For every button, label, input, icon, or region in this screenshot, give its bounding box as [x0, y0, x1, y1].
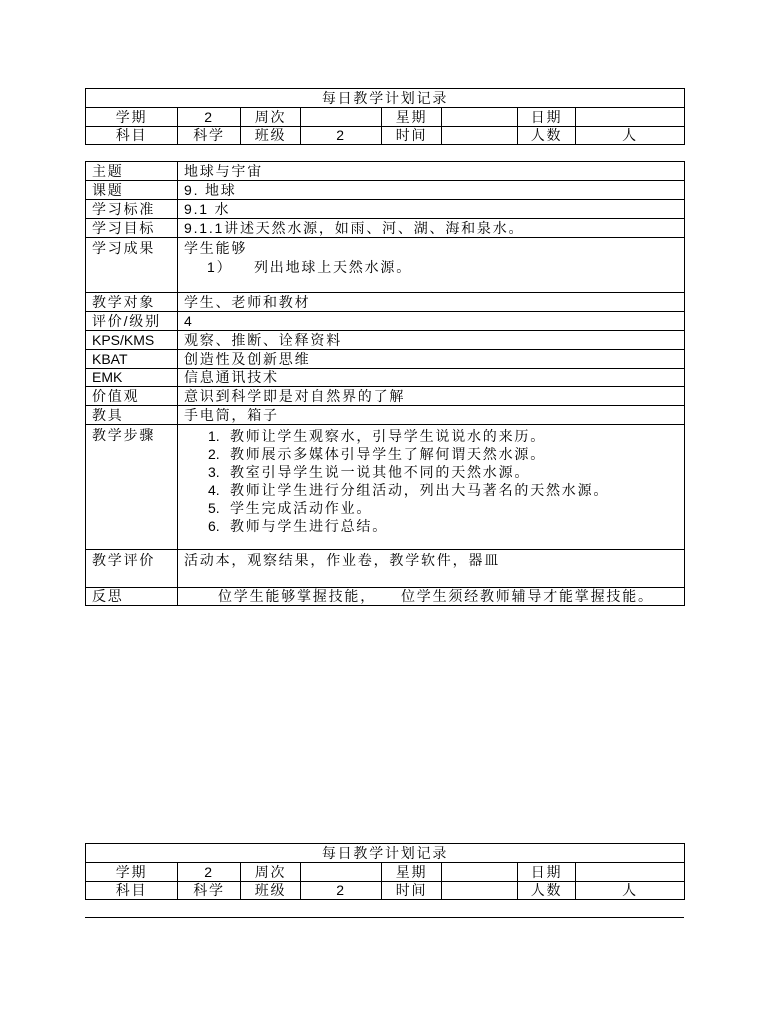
term-label: 学期 [86, 863, 178, 882]
record-title: 每日教学计划记录 [86, 89, 685, 108]
evaluation-row [86, 550, 685, 588]
time-value [442, 127, 518, 145]
step-number: 4. [208, 482, 220, 498]
class-value: 2 [301, 882, 382, 900]
week-value [301, 108, 382, 127]
reflection-needs-guidance-text: 位学生须经教师辅导才能掌握技能。 [401, 588, 654, 604]
emk-row [86, 369, 685, 387]
subject-value: 科学 [178, 882, 241, 900]
class-value: 2 [301, 127, 382, 145]
step-number: 1. [208, 428, 220, 444]
kbat-label: KBAT [86, 350, 178, 369]
step-text: 教师让学生进行分组活动，列出大马著名的天然水源。 [230, 482, 610, 498]
daily-record-header-table [85, 88, 685, 145]
step-number: 6. [208, 518, 220, 534]
teaching-aids-value: 手电筒，箱子 [178, 406, 685, 425]
moral-values-row [86, 387, 685, 406]
term-label: 学期 [86, 108, 178, 127]
step-text: 学生完成活动作业。 [230, 500, 373, 516]
theme-row [86, 162, 685, 181]
kps-kms-value: 观察、推断、诠释资料 [178, 331, 685, 350]
date-label: 日期 [518, 108, 576, 127]
step-text: 教师展示多媒体引导学生了解何谓天然水源。 [230, 446, 546, 462]
class-label: 班级 [241, 127, 301, 145]
kbat-row [86, 350, 685, 369]
date-value [576, 108, 685, 127]
weekday-label: 星期 [382, 863, 442, 882]
emk-label: EMK [86, 369, 178, 387]
step-text: 教室引导学生说一说其他不同的天然水源。 [230, 464, 531, 480]
outcome-row [86, 238, 685, 293]
step-item [184, 481, 684, 499]
week-value [301, 863, 382, 882]
week-label: 周次 [241, 108, 301, 127]
kps-kms-row [86, 331, 685, 350]
weekday-label: 星期 [382, 108, 442, 127]
evaluation-value: 活动本，观察结果，作业卷，教学软件，器皿 [178, 550, 685, 588]
weekday-value [442, 108, 518, 127]
emk-value: 信息通讯技术 [178, 369, 685, 387]
reflection-row [86, 588, 685, 606]
standard-row [86, 200, 685, 219]
step-number: 3. [208, 464, 220, 480]
step-item [184, 463, 684, 481]
time-value [442, 882, 518, 900]
headcount-label: 人数 [518, 882, 576, 900]
assessment-level-label: 评价/级别 [86, 312, 178, 331]
steps-row [86, 425, 685, 550]
theme-label: 主题 [86, 162, 178, 181]
teaching-aids-row [86, 406, 685, 425]
audience-value: 学生、老师和教材 [178, 293, 685, 312]
moral-values-value: 意识到科学即是对自然界的了解 [178, 387, 685, 406]
time-label: 时间 [382, 882, 442, 900]
outcome-intro: 学生能够 [184, 240, 248, 256]
kps-kms-label: KPS/KMS [86, 331, 178, 350]
term-value: 2 [178, 863, 241, 882]
page-divider [85, 917, 684, 918]
record-title: 每日教学计划记录 [86, 844, 685, 863]
step-item [184, 517, 684, 535]
outcome-item-text: 列出地球上天然水源。 [254, 259, 412, 275]
headcount-label: 人数 [518, 127, 576, 145]
week-label: 周次 [241, 863, 301, 882]
headcount-unit: 人 [576, 127, 685, 145]
standard-label: 学习标准 [86, 200, 178, 219]
objective-label: 学习目标 [86, 219, 178, 238]
lesson-plan-table [85, 161, 685, 606]
outcome-item-number: 1） [207, 259, 233, 275]
teaching-aids-label: 教具 [86, 406, 178, 425]
topic-label: 课题 [86, 181, 178, 200]
class-label: 班级 [241, 882, 301, 900]
date-value [576, 863, 685, 882]
audience-row [86, 293, 685, 312]
assessment-level-row [86, 312, 685, 331]
term-value: 2 [178, 108, 241, 127]
audience-label: 教学对象 [86, 293, 178, 312]
standard-value: 9.1 水 [178, 200, 685, 219]
next-page-record-header-table [85, 843, 685, 900]
moral-values-label: 价值观 [86, 387, 178, 406]
outcome-cell [178, 238, 685, 293]
reflection-label: 反思 [86, 588, 178, 606]
step-text: 教师让学生观察水，引导学生说说水的来历。 [230, 428, 546, 444]
reflection-cell [178, 588, 685, 606]
steps-label: 教学步骤 [86, 425, 178, 550]
evaluation-label: 教学评价 [86, 550, 178, 588]
assessment-level-value: 4 [178, 312, 685, 331]
steps-list [178, 425, 685, 550]
step-item [184, 499, 684, 517]
reflection-mastered-text: 位学生能够掌握技能， [218, 588, 376, 604]
subject-value: 科学 [178, 127, 241, 145]
topic-value: 9. 地球 [178, 181, 685, 200]
step-item [184, 445, 684, 463]
kbat-value: 创造性及创新思维 [178, 350, 685, 369]
objective-value: 9.1.1讲述天然水源，如雨、河、湖、海和泉水。 [178, 219, 685, 238]
step-number: 2. [208, 446, 220, 462]
outcome-label: 学习成果 [86, 238, 178, 293]
step-number: 5. [208, 500, 220, 516]
step-text: 教师与学生进行总结。 [230, 518, 388, 534]
step-item [184, 427, 684, 445]
weekday-value [442, 863, 518, 882]
subject-label: 科目 [86, 882, 178, 900]
theme-value: 地球与宇宙 [178, 162, 685, 181]
objective-row [86, 219, 685, 238]
time-label: 时间 [382, 127, 442, 145]
subject-label: 科目 [86, 127, 178, 145]
headcount-unit: 人 [576, 882, 685, 900]
date-label: 日期 [518, 863, 576, 882]
topic-row [86, 181, 685, 200]
outcome-item [184, 259, 684, 277]
